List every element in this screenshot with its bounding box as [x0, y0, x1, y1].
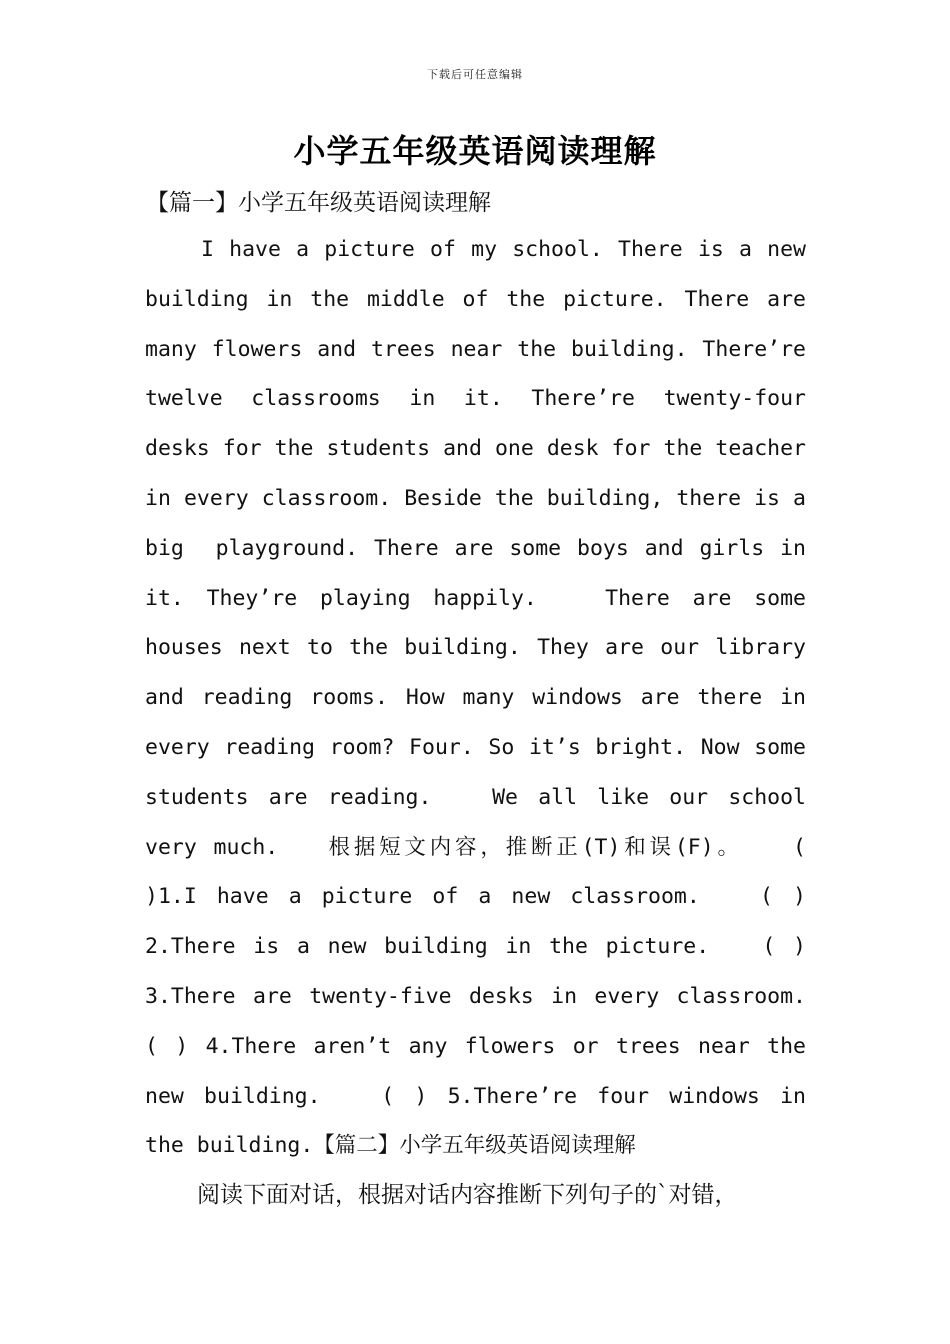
text-line: the building.【篇二】小学五年级英语阅读理解 [145, 1133, 636, 1159]
text-line: desks for the students and one desk for the teacher [145, 436, 806, 462]
text-line: building in the middle of the picture. There are [145, 286, 806, 312]
header-note: 下载后可任意编辑 [427, 68, 523, 81]
text-line: I have a picture of my school. There is a new [201, 237, 806, 262]
text-line: new building. ( ) 5.There’re four windows in [145, 1083, 806, 1109]
section-heading-1: 【篇一】小学五年级英语阅读理解 [146, 190, 491, 216]
text-line: )1.I have a picture of a new classroom. ( ) [145, 884, 806, 910]
text-line: houses next to the building. They are our library [145, 635, 806, 661]
page-title: 小学五年级英语阅读理解 [293, 132, 657, 170]
text-line: students are reading. We all like our school [145, 784, 806, 810]
text-line: every reading room? Four. So it’s bright. Now some [145, 734, 806, 760]
text-line: ( ) 4.There aren’t any flowers or trees near the [145, 1033, 806, 1059]
text-line: in every classroom. Beside the building, there is a [145, 485, 806, 511]
text-line: 阅读下面对话，根据对话内容推断下列句子的`对错， [197, 1182, 738, 1209]
text-line: it. They’re playing happily. There are some [145, 585, 806, 611]
text-line: many flowers and trees near the building. There’re [145, 336, 806, 362]
text-line: very much. 根据短文内容，推断正(T)和误(F)。 ( [145, 834, 806, 860]
text-line: big playground. There are some boys and girls in [145, 535, 806, 561]
text-line: and reading rooms. How many windows are there in [145, 685, 806, 711]
text-line: 3.There are twenty-five desks in every classroom. [145, 983, 806, 1009]
body-text [145, 225, 806, 1221]
text-line: 2.There is a new building in the picture. ( ) [145, 934, 806, 960]
text-line: twelve classrooms in it. There’re twenty-four [145, 386, 806, 412]
